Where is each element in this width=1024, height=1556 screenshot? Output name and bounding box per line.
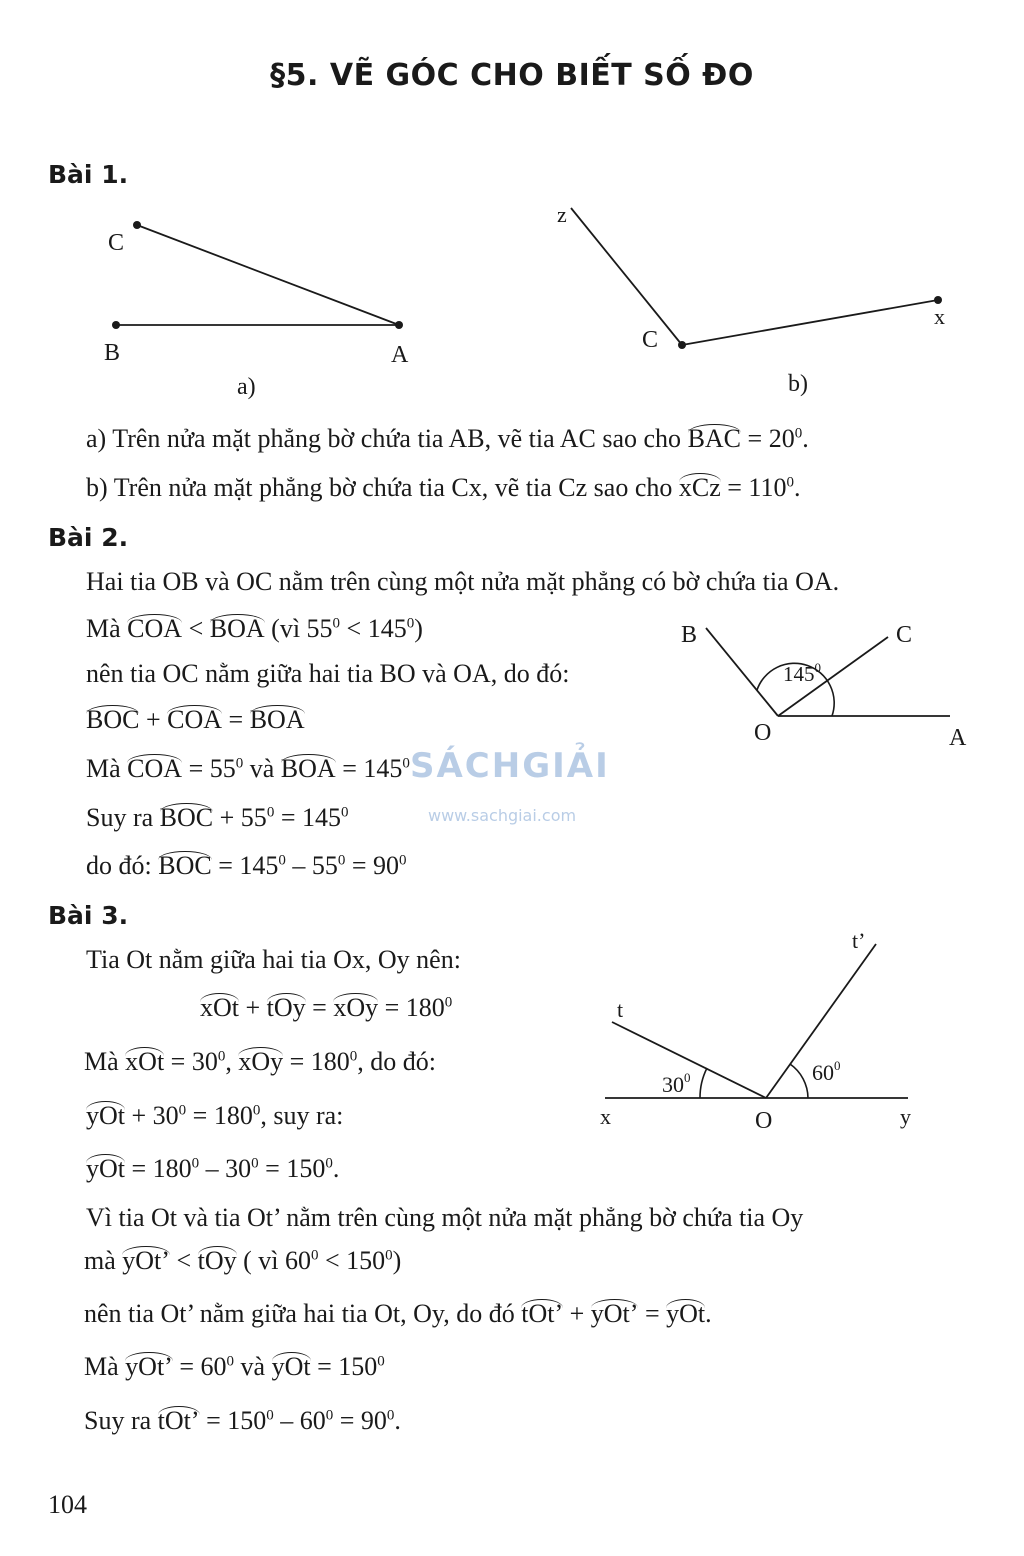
fig3-label-o: O	[755, 1108, 773, 1134]
bai3-line-5: yOt = $180^0 - 30^0 = 150^0$.	[86, 1154, 340, 1183]
fig2-label-a: A	[949, 725, 967, 751]
bai3-line-8: nên tia Ot’ nằm giữa hai tia Ot, Oy, do đó tOt’ + yOt’ = yOt.	[84, 1299, 712, 1328]
fig-a-label-b: B	[104, 340, 121, 366]
bai3-line-2: xOt + tOy = xOy = $180^0$	[200, 993, 453, 1022]
fig3-label-t-prime: t’	[852, 928, 866, 953]
fig3-label-x: x	[600, 1104, 611, 1129]
fig-a-caption: a)	[237, 374, 256, 400]
fig-b-label-c: C	[642, 327, 659, 353]
bai1-heading: Bài 1.	[48, 160, 129, 189]
bai3-line-3: Mà xOt = $30^0$, xOy = $180^0$, do đó:	[84, 1047, 437, 1076]
bai1-line-a: a) Trên nửa mặt phẳng bờ chứa tia AB, vẽ tia AC sao cho BAC = $20^0$.	[86, 424, 809, 453]
bai3-heading: Bài 3.	[48, 901, 129, 930]
bai2-line-4: BOC + COA = BOA	[86, 705, 305, 734]
bai3-line-6: Vì tia Ot và tia Ot’ nằm trên cùng một nửa mặt phẳng bờ chứa tia Oy	[86, 1203, 804, 1232]
fig2-label-c: C	[896, 622, 913, 648]
bai2-line-7: do đó: BOC = $145^0 - 55^0 = 90^0$	[86, 851, 407, 880]
fig2-label-b: B	[681, 622, 698, 648]
bai2-line-1: Hai tia OB và OC nằm trên cùng một nửa mặt phẳng có bờ chứa tia OA.	[86, 567, 840, 596]
fig2-label-o: O	[754, 720, 772, 746]
bai3-line-7: mà yOt’ < tOy ( vì $60^0 < 150^0$)	[84, 1246, 402, 1275]
bai2-line-2: Mà COA < BOA (vì $55^0 < 145^0$)	[86, 614, 423, 643]
fig-a-label-c: C	[108, 230, 125, 256]
angle-bac: BAC	[687, 424, 742, 453]
fig-b-caption: b)	[788, 371, 808, 397]
bai3-line-4: yOt + $30^0 = 180^0$, suy ra:	[86, 1101, 344, 1130]
angle-xcz: xCz	[678, 473, 721, 502]
bai3-line-10: Suy ra tOt’ = $150^0 - 60^0 = 90^0$.	[84, 1406, 401, 1435]
page-number: 104	[48, 1490, 87, 1519]
fig-a-label-a: A	[391, 342, 409, 368]
bai2-heading: Bài 2.	[48, 523, 129, 552]
watermark-logo: SÁCHGIẢI	[410, 746, 610, 786]
bai1-line-b: b) Trên nửa mặt phẳng bờ chứa tia Cx, vẽ tia Cz sao cho xCz = $110^0$.	[86, 473, 801, 502]
fig-b-label-z: z	[557, 202, 567, 227]
bai3-line-1: Tia Ot nằm giữa hai tia Ox, Oy nên:	[86, 945, 461, 974]
page-title: §5. VẼ GÓC CHO BIẾT SỐ ĐO	[270, 58, 754, 93]
fig-b-label-x: x	[934, 304, 945, 329]
bai2-line-3: nên tia OC nằm giữa hai tia BO và OA, do đó:	[86, 659, 570, 688]
bai2-line-5: Mà COA = $55^0$ và BOA = $145^0$	[86, 754, 410, 783]
bai3-line-9: Mà yOt’ = $60^0$ và yOt = $150^0$	[84, 1352, 385, 1381]
fig3-label-y: y	[900, 1104, 911, 1129]
fig3-angle-30: $30^0$	[662, 1070, 691, 1097]
bai2-line-6: Suy ra BOC + $55^0 = 145^0$	[86, 803, 349, 832]
fig2-angle-label: $145^0$	[783, 660, 821, 686]
fig3-label-t: t	[617, 997, 624, 1022]
watermark-url: www.sachgiai.com	[428, 806, 577, 825]
fig3-angle-60: $60^0$	[812, 1058, 841, 1085]
